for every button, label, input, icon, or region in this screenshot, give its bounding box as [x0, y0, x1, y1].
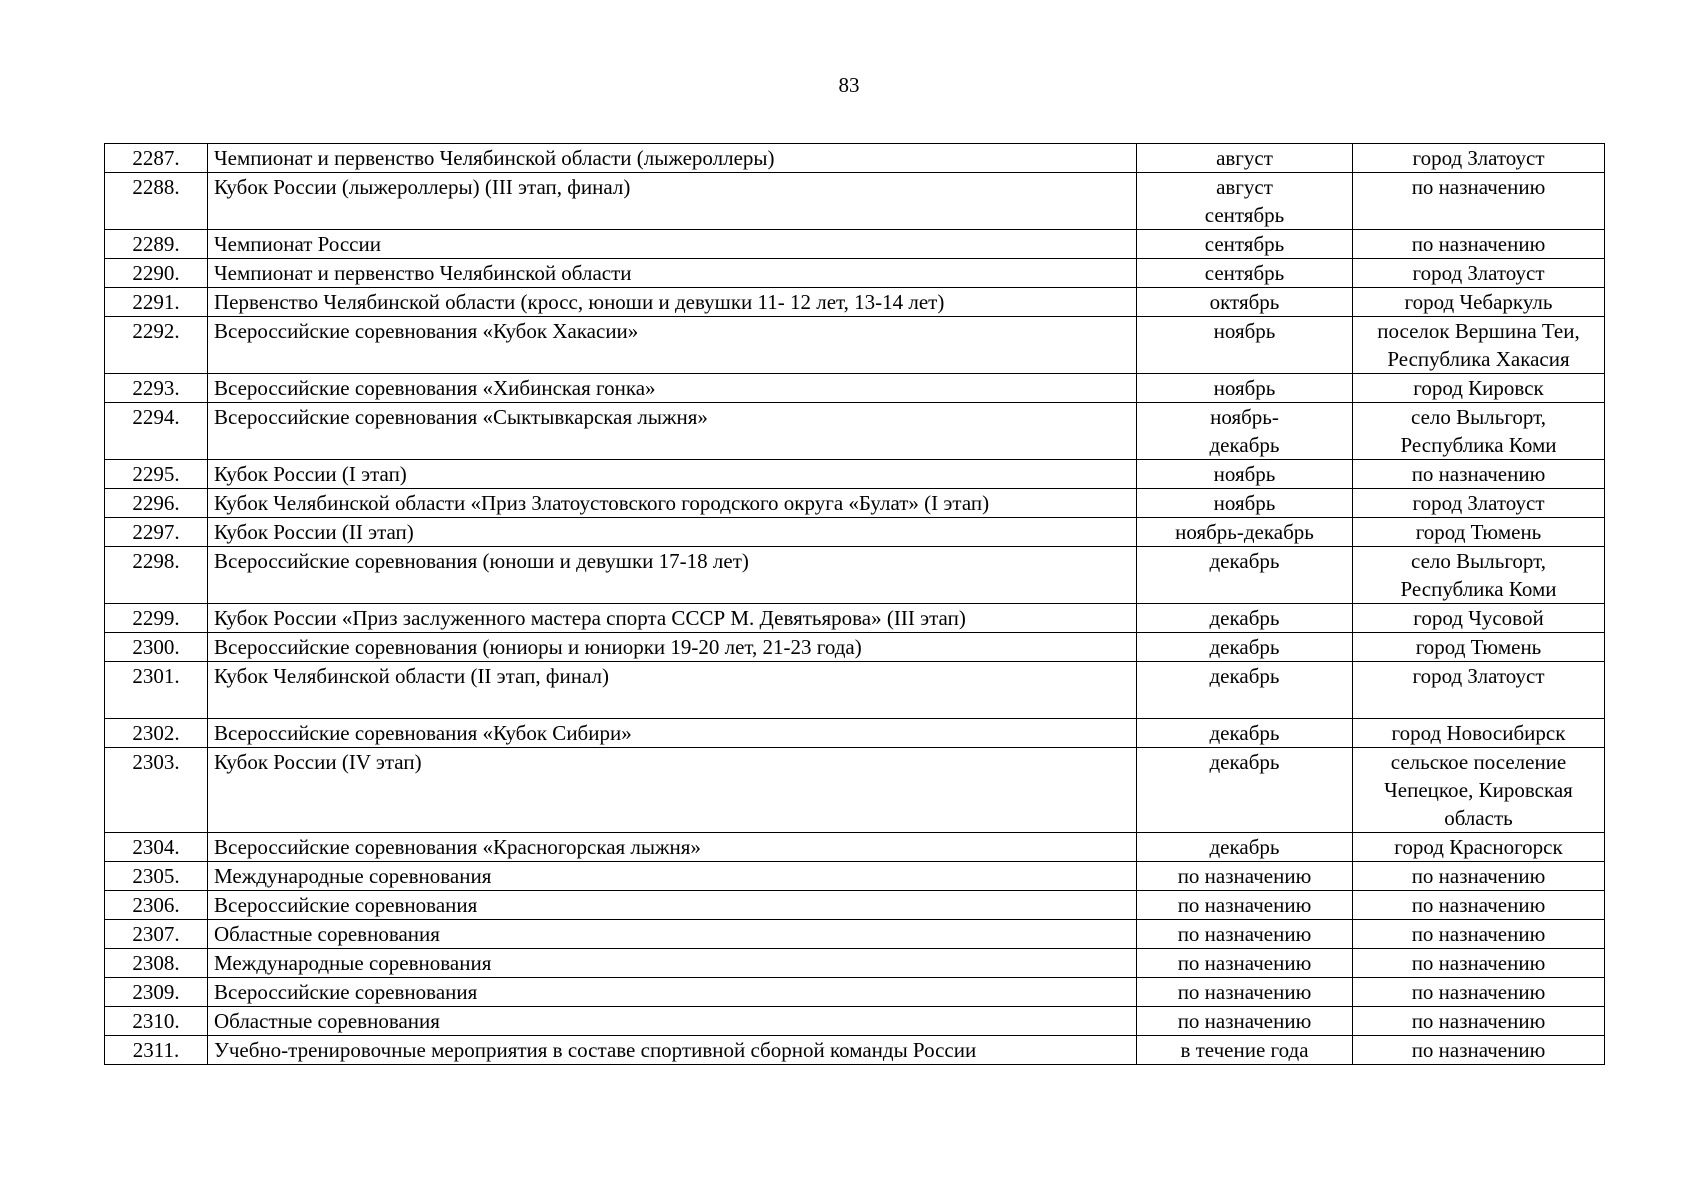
event-name: Всероссийские соревнования «Сыктывкарская лыжня» [208, 403, 1137, 460]
events-table [104, 143, 1605, 1065]
row-number: 2303. [105, 748, 208, 833]
row-number: 2298. [105, 547, 208, 604]
event-date: по назначению [1137, 949, 1353, 978]
event-name: Всероссийские соревнования «Кубок Хакасии» [208, 317, 1137, 374]
row-number: 2307. [105, 920, 208, 949]
table-row [105, 862, 1605, 891]
row-number: 2290. [105, 259, 208, 288]
event-date: ноябрь- декабрь [1137, 403, 1353, 460]
table-row [105, 489, 1605, 518]
event-name: Всероссийские соревнования (юниоры и юниорки 19-20 лет, 21-23 года) [208, 633, 1137, 662]
event-date: сентябрь [1137, 230, 1353, 259]
event-place: по назначению [1353, 862, 1605, 891]
event-place: по назначению [1353, 460, 1605, 489]
event-date: декабрь [1137, 833, 1353, 862]
row-number: 2304. [105, 833, 208, 862]
row-number: 2305. [105, 862, 208, 891]
table-row [105, 719, 1605, 748]
event-place: город Чусовой [1353, 604, 1605, 633]
event-place: по назначению [1353, 891, 1605, 920]
event-name: Кубок Челябинской области (II этап, финал) [208, 662, 1137, 719]
event-name: Кубок России (II этап) [208, 518, 1137, 547]
table-row [105, 317, 1605, 374]
event-place: город Тюмень [1353, 518, 1605, 547]
event-place: по назначению [1353, 949, 1605, 978]
event-place: город Новосибирск [1353, 719, 1605, 748]
event-date: декабрь [1137, 547, 1353, 604]
table-row [105, 288, 1605, 317]
event-date: ноябрь-декабрь [1137, 518, 1353, 547]
event-place: город Златоуст [1353, 489, 1605, 518]
event-date: по назначению [1137, 862, 1353, 891]
event-date: ноябрь [1137, 489, 1353, 518]
event-date: декабрь [1137, 748, 1353, 833]
event-place: сельское поселение Чепецкое, Кировская область [1353, 748, 1605, 833]
row-number: 2293. [105, 374, 208, 403]
event-place: село Выльгорт, Республика Коми [1353, 403, 1605, 460]
event-place: по назначению [1353, 230, 1605, 259]
event-place: по назначению [1353, 1036, 1605, 1065]
table-row [105, 230, 1605, 259]
event-date: ноябрь [1137, 317, 1353, 374]
event-name: Всероссийские соревнования (юноши и девушки 17-18 лет) [208, 547, 1137, 604]
row-number: 2308. [105, 949, 208, 978]
event-name: Всероссийские соревнования «Хибинская гонка» [208, 374, 1137, 403]
event-place: город Чебаркуль [1353, 288, 1605, 317]
event-place: по назначению [1353, 978, 1605, 1007]
row-number: 2310. [105, 1007, 208, 1036]
row-number: 2291. [105, 288, 208, 317]
event-place: город Златоуст [1353, 144, 1605, 173]
page-number: 83 [838, 73, 860, 97]
event-place: по назначению [1353, 920, 1605, 949]
event-name: Всероссийские соревнования «Красногорская лыжня» [208, 833, 1137, 862]
event-place: город Тюмень [1353, 633, 1605, 662]
event-place: город Златоуст [1353, 259, 1605, 288]
event-name: Всероссийские соревнования [208, 891, 1137, 920]
table-row [105, 374, 1605, 403]
table-row [105, 920, 1605, 949]
event-date: август [1137, 144, 1353, 173]
event-name: Кубок России «Приз заслуженного мастера спорта СССР М. Девятьярова» (III этап) [208, 604, 1137, 633]
event-name: Первенство Челябинской области (кросс, юноши и девушки 11- 12 лет, 13-14 лет) [208, 288, 1137, 317]
event-name: Международные соревнования [208, 949, 1137, 978]
row-number: 2301. [105, 662, 208, 719]
row-number: 2288. [105, 173, 208, 230]
row-number: 2299. [105, 604, 208, 633]
event-date: по назначению [1137, 978, 1353, 1007]
event-date: декабрь [1137, 662, 1353, 719]
row-number: 2300. [105, 633, 208, 662]
event-date: по назначению [1137, 920, 1353, 949]
table-row [105, 891, 1605, 920]
event-name: Кубок Челябинской области «Приз Златоустовского городского округа «Булат» (I этап) [208, 489, 1137, 518]
table-row [105, 748, 1605, 833]
event-name: Учебно-тренировочные мероприятия в составе спортивной сборной команды России [208, 1036, 1137, 1065]
table-row [105, 1007, 1605, 1036]
event-place: село Выльгорт, Республика Коми [1353, 547, 1605, 604]
event-date: по назначению [1137, 1007, 1353, 1036]
event-date: сентябрь [1137, 259, 1353, 288]
event-place: поселок Вершина Теи, Республика Хакасия [1353, 317, 1605, 374]
table-row [105, 633, 1605, 662]
event-date: ноябрь [1137, 374, 1353, 403]
row-number: 2302. [105, 719, 208, 748]
event-name: Кубок России (лыжероллеры) (III этап, финал) [208, 173, 1137, 230]
event-name: Областные соревнования [208, 1007, 1137, 1036]
event-place: город Кировск [1353, 374, 1605, 403]
table-row [105, 662, 1605, 719]
row-number: 2297. [105, 518, 208, 547]
table-row [105, 518, 1605, 547]
event-date: декабрь [1137, 633, 1353, 662]
event-date: декабрь [1137, 604, 1353, 633]
event-name: Кубок России (I этап) [208, 460, 1137, 489]
table-row [105, 978, 1605, 1007]
table-row [105, 833, 1605, 862]
event-name: Чемпионат России [208, 230, 1137, 259]
event-date: август сентябрь [1137, 173, 1353, 230]
table-row [105, 604, 1605, 633]
event-place: по назначению [1353, 173, 1605, 230]
events-table-body [105, 144, 1605, 1065]
event-place: город Красногорск [1353, 833, 1605, 862]
row-number: 2295. [105, 460, 208, 489]
event-date: ноябрь [1137, 460, 1353, 489]
table-row [105, 144, 1605, 173]
event-name: Международные соревнования [208, 862, 1137, 891]
event-place: город Златоуст [1353, 662, 1605, 719]
table-row [105, 173, 1605, 230]
table-row [105, 1036, 1605, 1065]
event-date: по назначению [1137, 891, 1353, 920]
table-row [105, 460, 1605, 489]
table-row [105, 949, 1605, 978]
row-number: 2306. [105, 891, 208, 920]
event-date: октябрь [1137, 288, 1353, 317]
row-number: 2287. [105, 144, 208, 173]
table-row [105, 547, 1605, 604]
row-number: 2292. [105, 317, 208, 374]
event-name: Чемпионат и первенство Челябинской области (лыжероллеры) [208, 144, 1137, 173]
event-place: по назначению [1353, 1007, 1605, 1036]
event-name: Всероссийские соревнования [208, 978, 1137, 1007]
row-number: 2296. [105, 489, 208, 518]
table-row [105, 259, 1605, 288]
row-number: 2309. [105, 978, 208, 1007]
event-date: декабрь [1137, 719, 1353, 748]
event-name: Чемпионат и первенство Челябинской области [208, 259, 1137, 288]
row-number: 2289. [105, 230, 208, 259]
row-number: 2294. [105, 403, 208, 460]
event-name: Областные соревнования [208, 920, 1137, 949]
event-name: Всероссийские соревнования «Кубок Сибири» [208, 719, 1137, 748]
table-row [105, 403, 1605, 460]
event-name: Кубок России (IV этап) [208, 748, 1137, 833]
event-date: в течение года [1137, 1036, 1353, 1065]
row-number: 2311. [105, 1036, 208, 1065]
